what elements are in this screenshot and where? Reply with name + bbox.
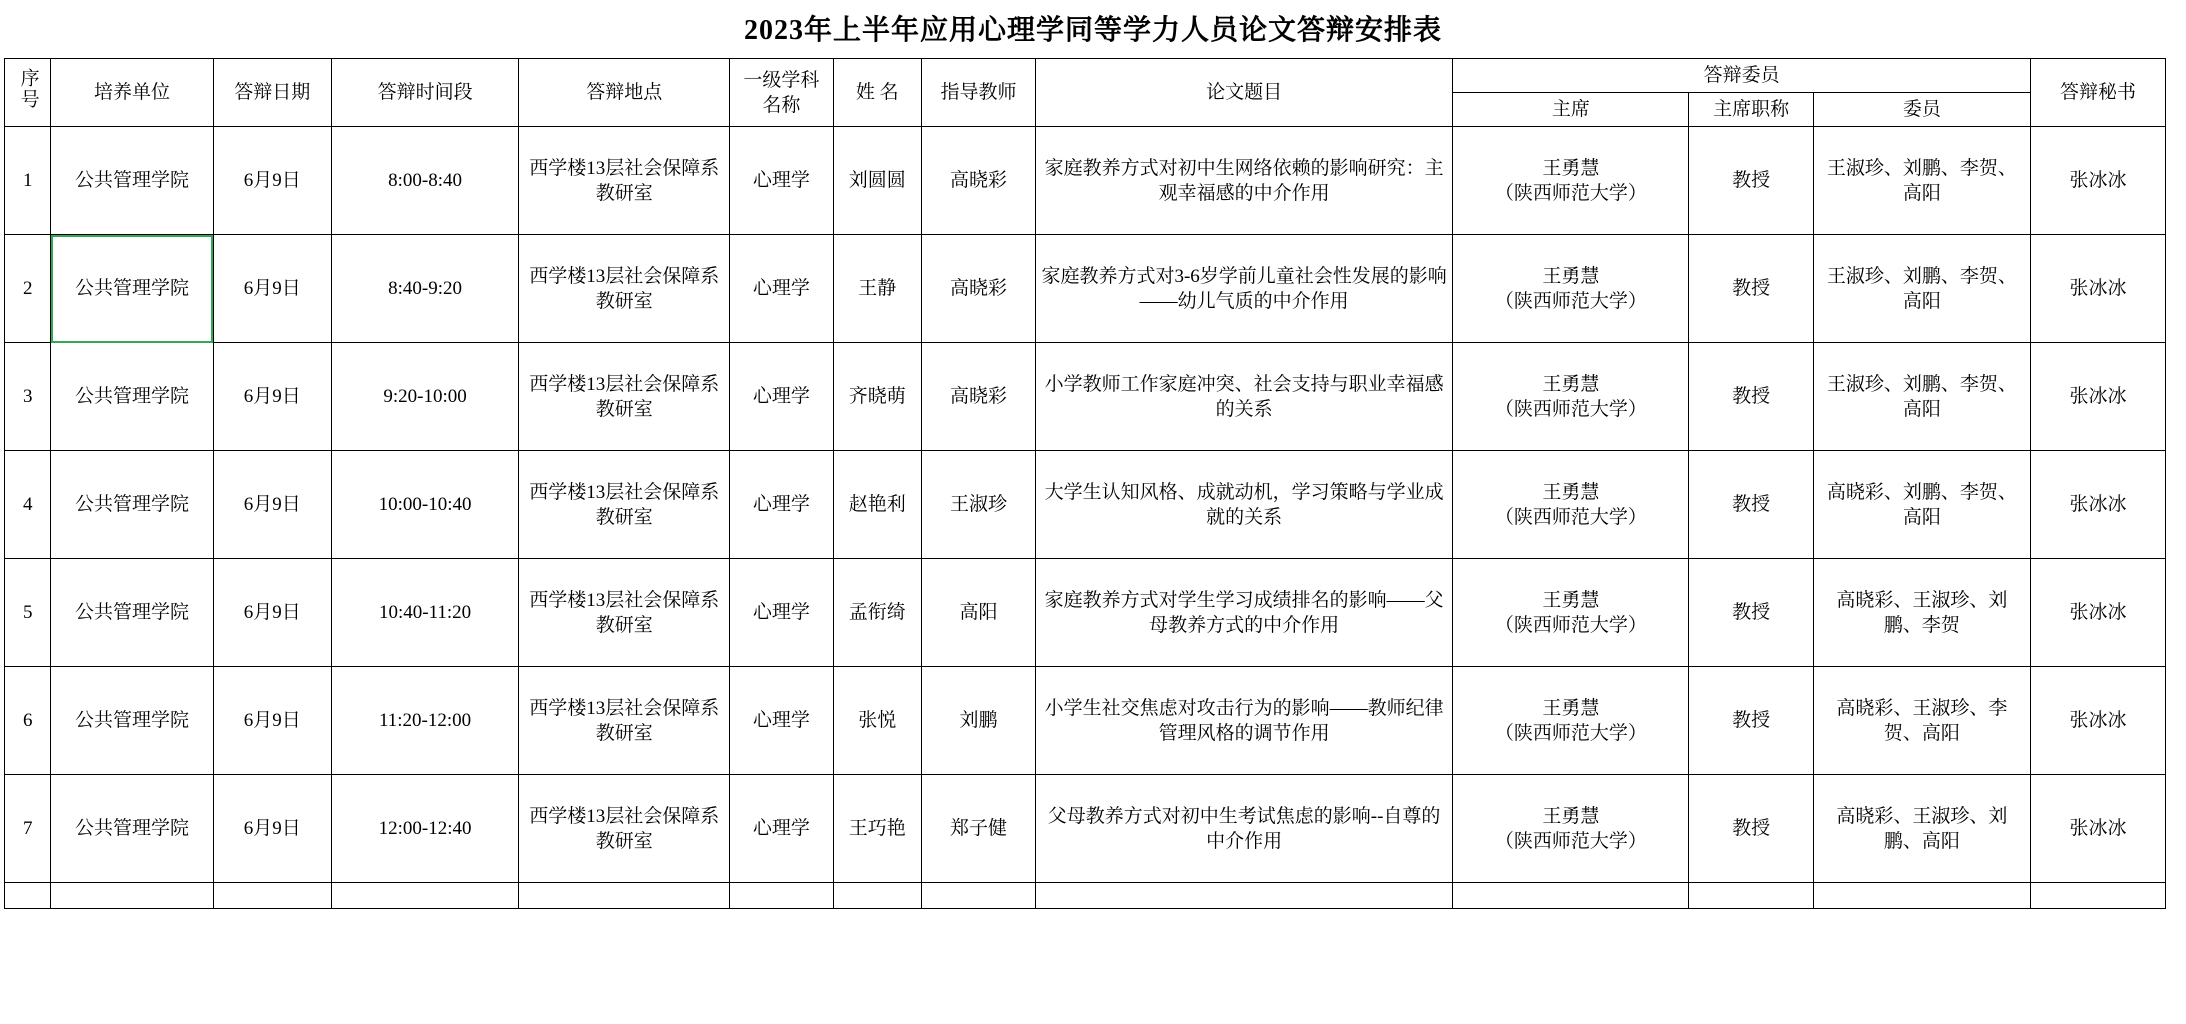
chair-name: 王勇慧 <box>1542 481 1600 503</box>
table-row[interactable] <box>5 343 2166 451</box>
cell-defense-place[interactable]: 西学楼13层社会保障系教研室 <box>519 127 730 235</box>
cell-empty <box>833 883 922 909</box>
cell-chair-title[interactable]: 教授 <box>1689 451 1813 559</box>
table-row[interactable] <box>5 127 2166 235</box>
cell-chair-title[interactable]: 教授 <box>1689 127 1813 235</box>
table-row[interactable] <box>5 451 2166 559</box>
header-secretary: 答辩秘书 <box>2030 59 2165 127</box>
cell-secretary[interactable]: 张冰冰 <box>2030 235 2165 343</box>
cell-name[interactable]: 刘圆圆 <box>833 127 922 235</box>
cell-empty <box>1813 883 2030 909</box>
cell-empty <box>2030 883 2165 909</box>
cell-index: 1 <box>5 127 51 235</box>
cell-members[interactable]: 高晓彩、刘鹏、李贺、高阳 <box>1813 451 2030 559</box>
header-defense-place: 答辩地点 <box>519 59 730 127</box>
cell-defense-date[interactable]: 6月9日 <box>213 343 331 451</box>
cell-institution[interactable]: 公共管理学院 <box>51 775 213 883</box>
cell-discipline[interactable]: 心理学 <box>730 559 833 667</box>
cell-discipline[interactable]: 心理学 <box>730 451 833 559</box>
cell-chair[interactable] <box>1453 127 1689 235</box>
cell-discipline[interactable]: 心理学 <box>730 343 833 451</box>
header-advisor: 指导教师 <box>922 59 1036 127</box>
cell-institution[interactable]: 公共管理学院 <box>51 667 213 775</box>
cell-empty <box>1035 883 1452 909</box>
defense-schedule-table <box>4 58 2166 909</box>
cell-defense-time[interactable]: 12:00-12:40 <box>331 775 519 883</box>
chair-org: （陕西师范大学） <box>1494 614 1647 636</box>
cell-institution[interactable]: 公共管理学院 <box>51 559 213 667</box>
chair-name: 王勇慧 <box>1542 589 1600 611</box>
cell-defense-date[interactable]: 6月9日 <box>213 127 331 235</box>
cell-advisor[interactable]: 高晓彩 <box>922 235 1036 343</box>
cell-name[interactable]: 张悦 <box>833 667 922 775</box>
chair-name: 王勇慧 <box>1542 697 1600 719</box>
header-defense-time: 答辩时间段 <box>331 59 519 127</box>
cell-institution[interactable]: 公共管理学院 <box>51 127 213 235</box>
cell-defense-place[interactable]: 西学楼13层社会保障系教研室 <box>519 451 730 559</box>
table-header-row-1 <box>5 59 2166 93</box>
cell-advisor[interactable]: 高晓彩 <box>922 127 1036 235</box>
cell-discipline[interactable]: 心理学 <box>730 235 833 343</box>
header-index: 序号 <box>5 59 51 127</box>
chair-org: （陕西师范大学） <box>1494 290 1647 312</box>
cell-secretary[interactable]: 张冰冰 <box>2030 559 2165 667</box>
cell-index: 6 <box>5 667 51 775</box>
header-institution: 培养单位 <box>51 59 213 127</box>
header-chair-title: 主席职称 <box>1689 93 1813 127</box>
chair-name: 王勇慧 <box>1542 805 1600 827</box>
cell-chair-title[interactable]: 教授 <box>1689 775 1813 883</box>
cell-thesis-title[interactable]: 家庭教养方式对3-6岁学前儿童社会性发展的影响——幼儿气质的中介作用 <box>1035 235 1452 343</box>
cell-defense-time[interactable]: 10:00-10:40 <box>331 451 519 559</box>
table-row[interactable] <box>5 559 2166 667</box>
chair-org: （陕西师范大学） <box>1494 506 1647 528</box>
cell-defense-place[interactable]: 西学楼13层社会保障系教研室 <box>519 667 730 775</box>
cell-advisor[interactable]: 高阳 <box>922 559 1036 667</box>
cell-secretary[interactable]: 张冰冰 <box>2030 343 2165 451</box>
cell-members[interactable]: 王淑珍、刘鹏、李贺、高阳 <box>1813 235 2030 343</box>
cell-defense-place[interactable]: 西学楼13层社会保障系教研室 <box>519 775 730 883</box>
cell-discipline[interactable]: 心理学 <box>730 127 833 235</box>
cell-discipline[interactable]: 心理学 <box>730 775 833 883</box>
cell-index: 5 <box>5 559 51 667</box>
cell-thesis-title[interactable]: 大学生认知风格、成就动机，学习策略与学业成就的关系 <box>1035 451 1452 559</box>
cell-thesis-title[interactable]: 家庭教养方式对初中生网络依赖的影响研究：主观幸福感的中介作用 <box>1035 127 1452 235</box>
cell-chair-title[interactable]: 教授 <box>1689 667 1813 775</box>
cell-defense-date[interactable]: 6月9日 <box>213 451 331 559</box>
cell-defense-time[interactable]: 8:40-9:20 <box>331 235 519 343</box>
header-name: 姓 名 <box>833 59 922 127</box>
cell-thesis-title[interactable]: 父母教养方式对初中生考试焦虑的影响--自尊的中介作用 <box>1035 775 1452 883</box>
cell-defense-place[interactable]: 西学楼13层社会保障系教研室 <box>519 235 730 343</box>
cell-defense-date[interactable]: 6月9日 <box>213 667 331 775</box>
cell-defense-date[interactable]: 6月9日 <box>213 559 331 667</box>
cell-empty <box>519 883 730 909</box>
header-members: 委员 <box>1813 93 2030 127</box>
table-body <box>5 127 2166 909</box>
cell-chair[interactable] <box>1453 235 1689 343</box>
cell-defense-date[interactable]: 6月9日 <box>213 775 331 883</box>
cell-thesis-title[interactable]: 小学生社交焦虑对攻击行为的影响——教师纪律管理风格的调节作用 <box>1035 667 1452 775</box>
cell-empty <box>51 883 213 909</box>
cell-thesis-title[interactable]: 小学教师工作家庭冲突、社会支持与职业幸福感的关系 <box>1035 343 1452 451</box>
cell-index: 4 <box>5 451 51 559</box>
cell-empty <box>730 883 833 909</box>
cell-empty <box>5 883 51 909</box>
cell-institution-selected[interactable]: 公共管理学院 <box>51 235 213 343</box>
cell-defense-place[interactable]: 西学楼13层社会保障系教研室 <box>519 559 730 667</box>
chair-org: （陕西师范大学） <box>1494 722 1647 744</box>
cell-members[interactable]: 高晓彩、王淑珍、李贺、高阳 <box>1813 667 2030 775</box>
table-row-partial[interactable] <box>5 883 2166 909</box>
page-title: 2023年上半年应用心理学同等学力人员论文答辩安排表 <box>743 15 1442 46</box>
cell-secretary[interactable]: 张冰冰 <box>2030 451 2165 559</box>
cell-chair[interactable] <box>1453 775 1689 883</box>
cell-name[interactable]: 王巧艳 <box>833 775 922 883</box>
cell-name[interactable]: 赵艳利 <box>833 451 922 559</box>
cell-defense-time[interactable]: 11:20-12:00 <box>331 667 519 775</box>
cell-secretary[interactable]: 张冰冰 <box>2030 127 2165 235</box>
cell-name[interactable]: 王静 <box>833 235 922 343</box>
cell-chair[interactable] <box>1453 343 1689 451</box>
chair-org: （陕西师范大学） <box>1494 830 1647 852</box>
cell-defense-time[interactable]: 9:20-10:00 <box>331 343 519 451</box>
cell-advisor[interactable]: 刘鹏 <box>922 667 1036 775</box>
cell-chair-title[interactable]: 教授 <box>1689 235 1813 343</box>
cell-members[interactable]: 王淑珍、刘鹏、李贺、高阳 <box>1813 127 2030 235</box>
cell-chair-title[interactable]: 教授 <box>1689 343 1813 451</box>
chair-name: 王勇慧 <box>1542 265 1600 287</box>
cell-defense-time[interactable]: 8:00-8:40 <box>331 127 519 235</box>
header-discipline: 一级学科名称 <box>730 59 833 127</box>
table-row[interactable] <box>5 667 2166 775</box>
cell-chair[interactable] <box>1453 451 1689 559</box>
header-chair: 主席 <box>1453 93 1689 127</box>
cell-secretary[interactable]: 张冰冰 <box>2030 667 2165 775</box>
cell-discipline[interactable]: 心理学 <box>730 667 833 775</box>
cell-institution[interactable]: 公共管理学院 <box>51 343 213 451</box>
cell-empty <box>1453 883 1689 909</box>
header-thesis-title: 论文题目 <box>1035 59 1452 127</box>
cell-chair[interactable] <box>1453 667 1689 775</box>
cell-members[interactable]: 王淑珍、刘鹏、李贺、高阳 <box>1813 343 2030 451</box>
cell-members[interactable]: 高晓彩、王淑珍、刘鹏、李贺 <box>1813 559 2030 667</box>
cell-index: 7 <box>5 775 51 883</box>
cell-empty <box>922 883 1036 909</box>
chair-name: 王勇慧 <box>1542 157 1600 179</box>
cell-institution[interactable]: 公共管理学院 <box>51 451 213 559</box>
chair-name: 王勇慧 <box>1542 373 1600 395</box>
cell-members[interactable]: 高晓彩、王淑珍、刘鹏、高阳 <box>1813 775 2030 883</box>
cell-defense-date[interactable]: 6月9日 <box>213 235 331 343</box>
header-committee: 答辩委员 <box>1453 59 2031 93</box>
table-row[interactable] <box>5 235 2166 343</box>
cell-defense-place[interactable]: 西学楼13层社会保障系教研室 <box>519 343 730 451</box>
cell-name[interactable]: 齐晓萌 <box>833 343 922 451</box>
cell-chair-title[interactable]: 教授 <box>1689 559 1813 667</box>
cell-defense-time[interactable]: 10:40-11:20 <box>331 559 519 667</box>
header-defense-date: 答辩日期 <box>213 59 331 127</box>
cell-thesis-title[interactable]: 家庭教养方式对学生学习成绩排名的影响——父母教养方式的中介作用 <box>1035 559 1452 667</box>
cell-advisor[interactable]: 高晓彩 <box>922 343 1036 451</box>
cell-secretary[interactable]: 张冰冰 <box>2030 775 2165 883</box>
cell-advisor[interactable]: 王淑珍 <box>922 451 1036 559</box>
cell-empty <box>331 883 519 909</box>
cell-advisor[interactable]: 郑子健 <box>922 775 1036 883</box>
table-row[interactable] <box>5 775 2166 883</box>
cell-name[interactable]: 孟衔绮 <box>833 559 922 667</box>
cell-chair[interactable] <box>1453 559 1689 667</box>
chair-org: （陕西师范大学） <box>1494 398 1647 420</box>
cell-empty <box>213 883 331 909</box>
cell-index: 3 <box>5 343 51 451</box>
chair-org: （陕西师范大学） <box>1494 182 1647 204</box>
cell-empty <box>1689 883 1813 909</box>
cell-index: 2 <box>5 235 51 343</box>
